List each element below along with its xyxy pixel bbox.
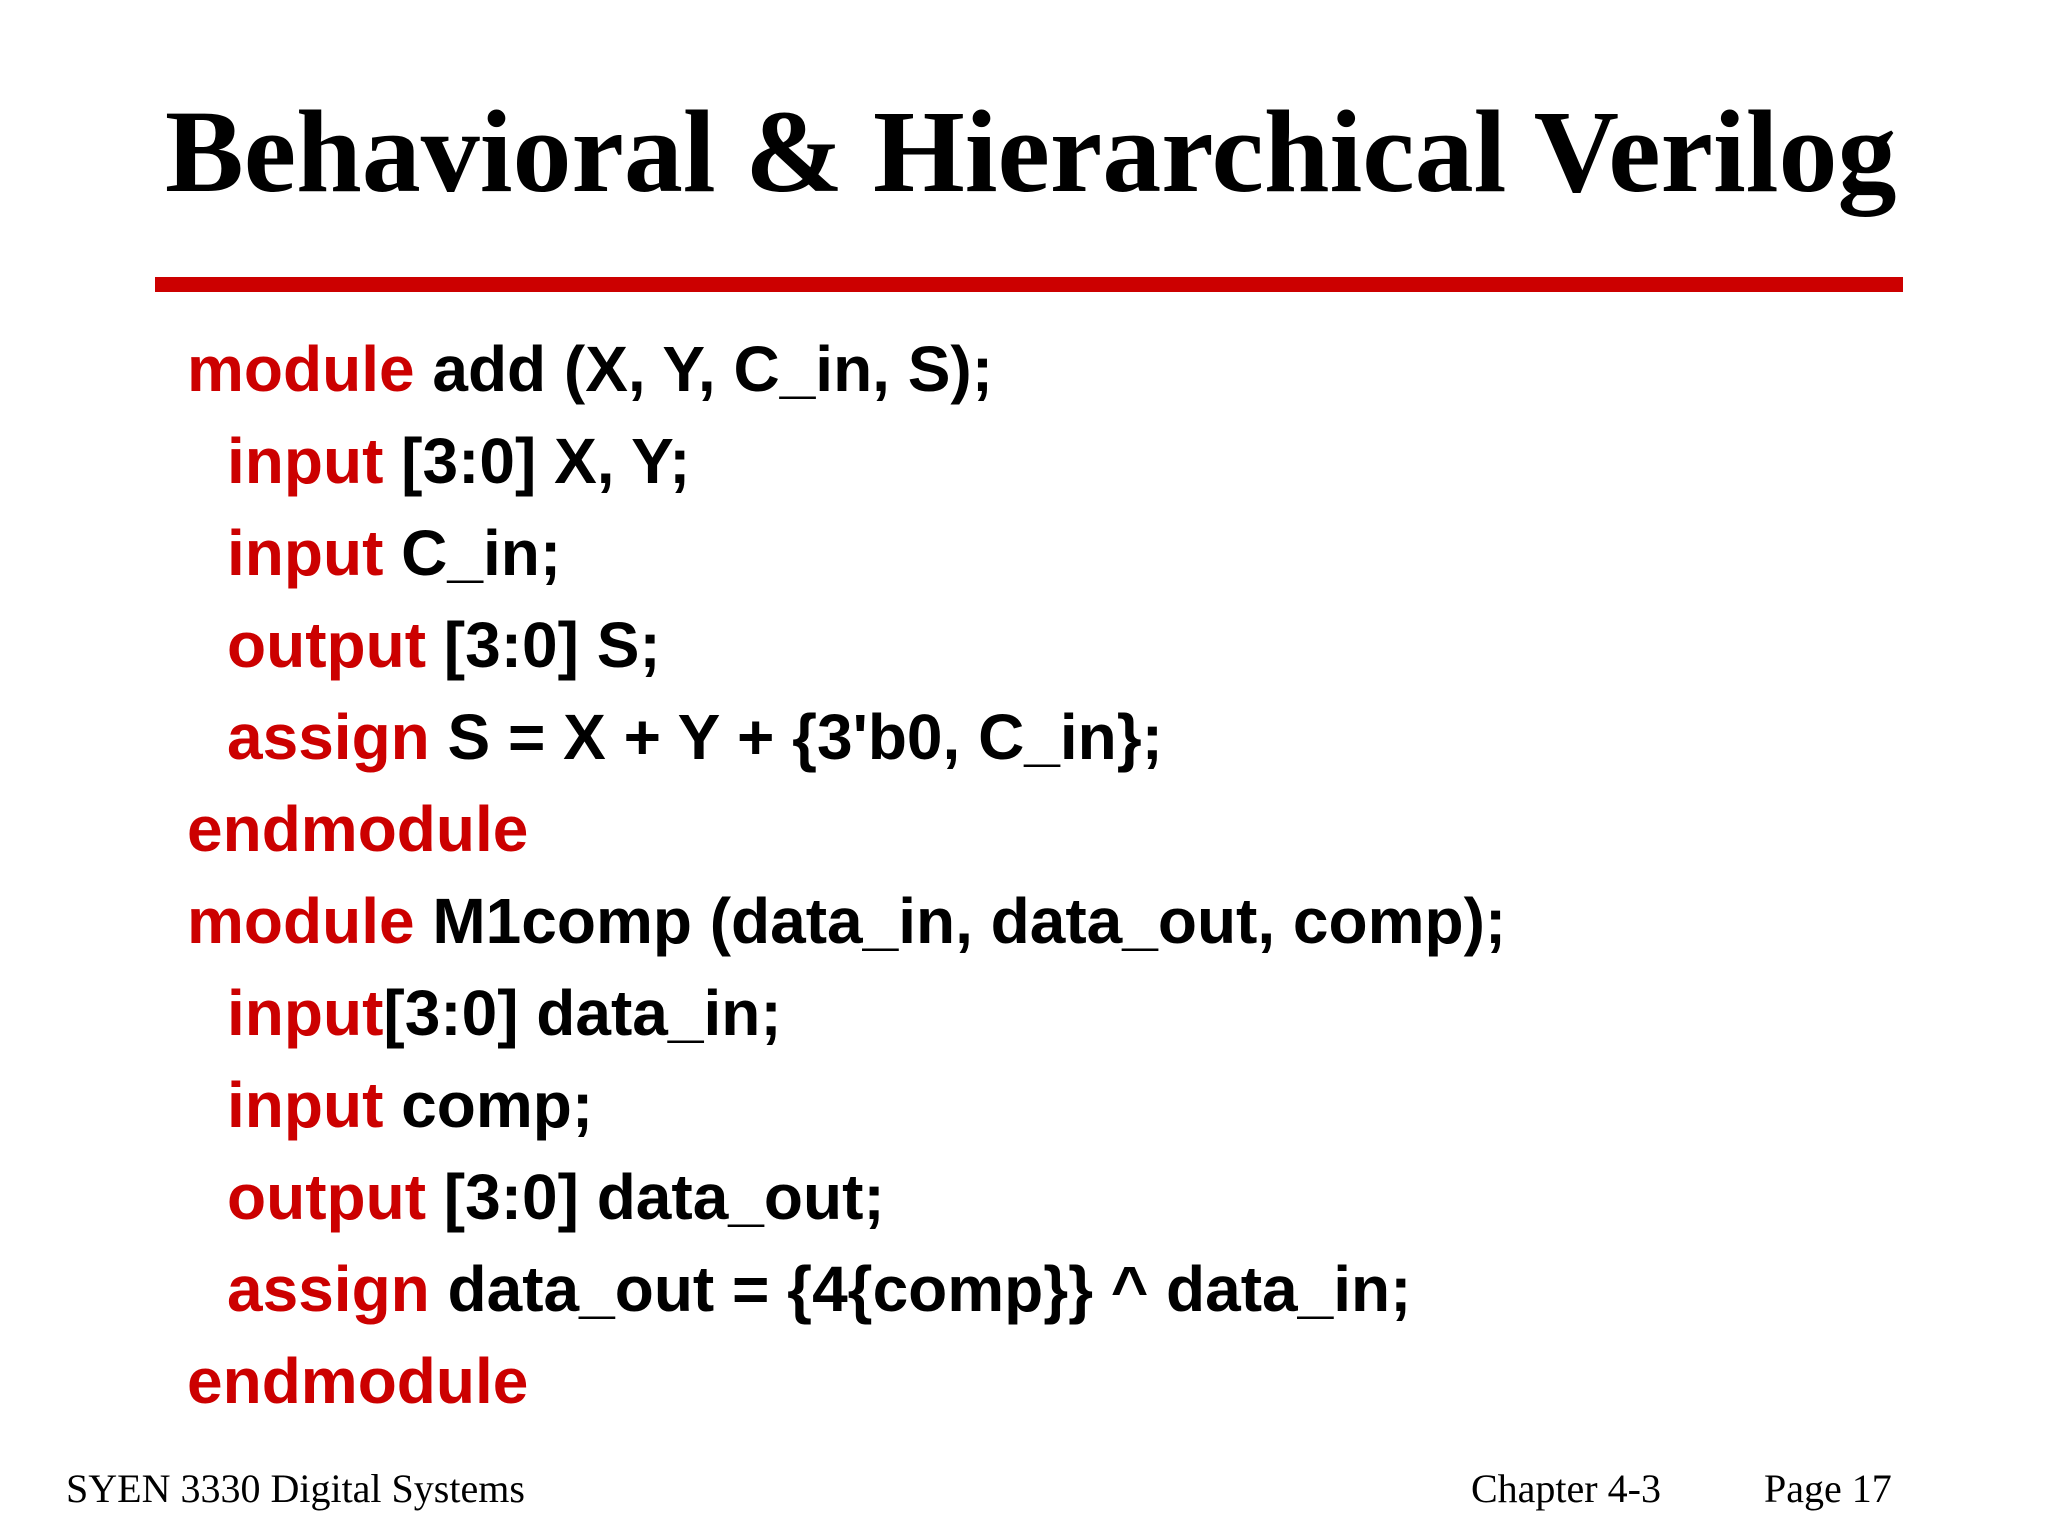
code-keyword: endmodule <box>187 793 529 865</box>
code-keyword: input <box>227 1069 384 1141</box>
code-keyword: input <box>227 425 384 497</box>
code-text: comp; <box>383 1069 594 1141</box>
code-text: [3:0] data_in; <box>383 977 782 1049</box>
title-divider <box>155 277 1903 292</box>
code-line <box>187 599 1506 691</box>
code-line <box>187 1335 1506 1427</box>
code-line <box>187 507 1506 599</box>
code-keyword: input <box>227 517 384 589</box>
code-text: [3:0] S; <box>426 609 661 681</box>
code-keyword: output <box>227 609 426 681</box>
footer-page-number: Page 17 <box>1764 1466 1892 1511</box>
code-keyword: assign <box>227 1253 430 1325</box>
code-line <box>187 415 1506 507</box>
footer-chapter: Chapter 4-3 <box>1471 1466 1661 1511</box>
code-text: data_out = {4{comp}} ^ data_in; <box>429 1253 1412 1325</box>
code-keyword: module <box>187 885 415 957</box>
code-line <box>187 1151 1506 1243</box>
code-line <box>187 323 1506 415</box>
code-text: [3:0] X, Y; <box>383 425 691 497</box>
slide-title: Behavioral & Hierarchical Verilog <box>165 86 1897 217</box>
code-line <box>187 783 1506 875</box>
code-keyword: endmodule <box>187 1345 529 1417</box>
code-text: add (X, Y, C_in, S); <box>414 333 994 405</box>
code-text: M1comp (data_in, data_out, comp); <box>414 885 1507 957</box>
code-line <box>187 967 1506 1059</box>
code-keyword: input <box>227 977 384 1049</box>
code-text: [3:0] data_out; <box>426 1161 885 1233</box>
code-line <box>187 1243 1506 1335</box>
code-text: S = X + Y + {3'b0, C_in}; <box>429 701 1163 773</box>
code-text: C_in; <box>383 517 562 589</box>
code-line <box>187 875 1506 967</box>
footer-course: SYEN 3330 Digital Systems <box>66 1466 525 1511</box>
code-keyword: output <box>227 1161 426 1233</box>
verilog-code-block <box>187 323 1506 1427</box>
code-keyword: assign <box>227 701 430 773</box>
code-line <box>187 1059 1506 1151</box>
code-keyword: module <box>187 333 415 405</box>
code-line <box>187 691 1506 783</box>
